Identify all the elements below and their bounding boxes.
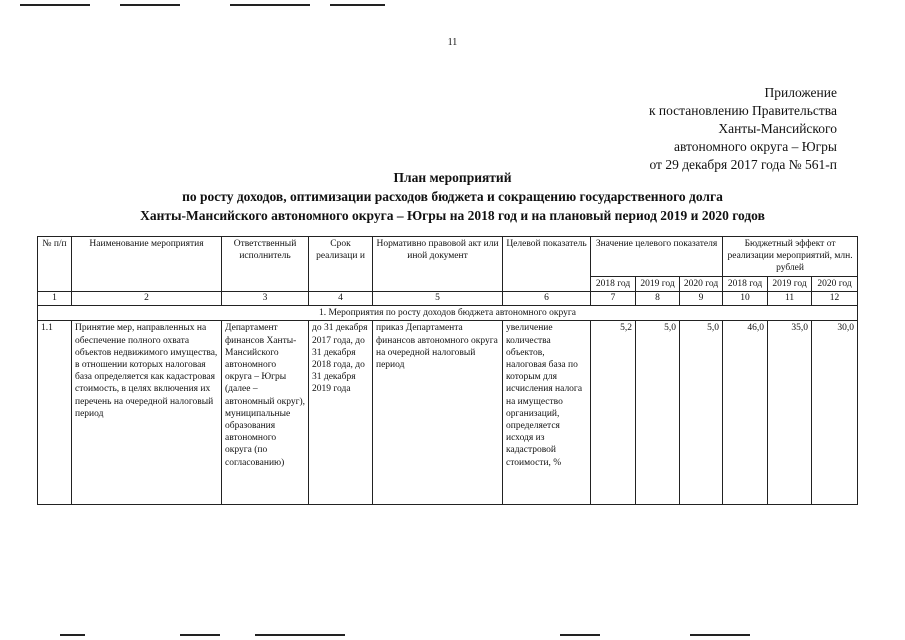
column-number: 3 [222, 292, 309, 306]
scan-artifact [690, 634, 750, 636]
year-header: 2020 год [812, 277, 858, 292]
row-effect-2019: 35,0 [768, 321, 812, 505]
header-target-value: Значение целевого показателя [591, 237, 723, 277]
scan-artifact [330, 4, 385, 6]
appendix-line: Ханты-Мансийского [718, 121, 837, 136]
column-number: 8 [636, 292, 680, 306]
column-number: 1 [38, 292, 72, 306]
appendix-line: к постановлению Правительства [648, 103, 837, 118]
row-effect-2020: 30,0 [812, 321, 858, 505]
plan-table [37, 236, 858, 505]
column-number: 9 [680, 292, 723, 306]
table-row [38, 321, 858, 505]
year-header: 2020 год [680, 277, 723, 292]
row-deadline: до 31 декабря 2017 года, до 31 декабря 2018 года, до 31 декабря 2019 года [309, 321, 373, 505]
section-row [38, 306, 858, 321]
row-act: приказ Департамента финансов автономного округа на очередной налоговый период [373, 321, 503, 505]
row-executor: Департамент финансов Ханты-Мансийского автономного округа – Югры (далее – автономный округ), муниципальные образования автономного округа (по согласованию) [222, 321, 309, 505]
scan-artifact [120, 4, 180, 6]
section-title: 1. Мероприятия по росту доходов бюджета автономного округа [38, 306, 858, 321]
page-number: 11 [447, 37, 458, 48]
row-name: Принятие мер, направленных на обеспечение полного охвата объектов недвижимого имущества, в отношении которых налоговая база определяется как кадастровая стоимость, в целях включения их перечень на очередной налоговый период [72, 321, 222, 505]
header-name: Наименование мероприятия [72, 237, 222, 292]
appendix-block [649, 84, 837, 174]
column-number: 7 [591, 292, 636, 306]
row-target-2019: 5,0 [636, 321, 680, 505]
title-line: по росту доходов, оптимизации расходов бюджета и сокращению государственного долга [182, 189, 723, 204]
appendix-line: Приложение [764, 85, 837, 100]
scan-artifact [180, 634, 220, 636]
row-target-2018: 5,2 [591, 321, 636, 505]
title-line: План мероприятий [393, 170, 512, 185]
column-number: 4 [309, 292, 373, 306]
year-header: 2018 год [591, 277, 636, 292]
row-target-2020: 5,0 [680, 321, 723, 505]
appendix-line: автономного округа – Югры [674, 139, 837, 154]
scan-artifact [560, 634, 600, 636]
appendix-line: от 29 декабря 2017 года № 561-п [649, 157, 837, 172]
column-numbers-row [38, 292, 858, 306]
scan-artifact [255, 634, 345, 636]
row-effect-2018: 46,0 [723, 321, 768, 505]
column-number: 5 [373, 292, 503, 306]
scan-artifact [20, 4, 90, 6]
year-header: 2019 год [636, 277, 680, 292]
scan-artifact [230, 4, 310, 6]
header-budget-effect: Бюджетный эффект от реализации мероприятий, млн. рублей [723, 237, 858, 277]
row-num: 1.1 [38, 321, 72, 505]
header-act: Нормативно правовой акт или иной документ [373, 237, 503, 292]
scan-artifact [60, 634, 85, 636]
column-number: 10 [723, 292, 768, 306]
header-indicator: Целевой показатель [503, 237, 591, 292]
column-number: 11 [768, 292, 812, 306]
column-number: 2 [72, 292, 222, 306]
header-num: № п/п [38, 237, 72, 292]
header-executor: Ответственный исполнитель [222, 237, 309, 292]
row-indicator: увеличение количества объектов, налоговая база по которым для исчисления налога на имущество организаций, определяется исходя из кадастровой стоимости, % [503, 321, 591, 505]
header-deadline: Срок реализаци и [309, 237, 373, 292]
column-number: 6 [503, 292, 591, 306]
document-title [0, 168, 905, 225]
column-number: 12 [812, 292, 858, 306]
title-line: Ханты-Мансийского автономного округа – Югры на 2018 год и на плановый период 2019 и 2020 годов [140, 208, 765, 223]
year-header: 2019 год [768, 277, 812, 292]
year-header: 2018 год [723, 277, 768, 292]
header-row [38, 237, 858, 277]
